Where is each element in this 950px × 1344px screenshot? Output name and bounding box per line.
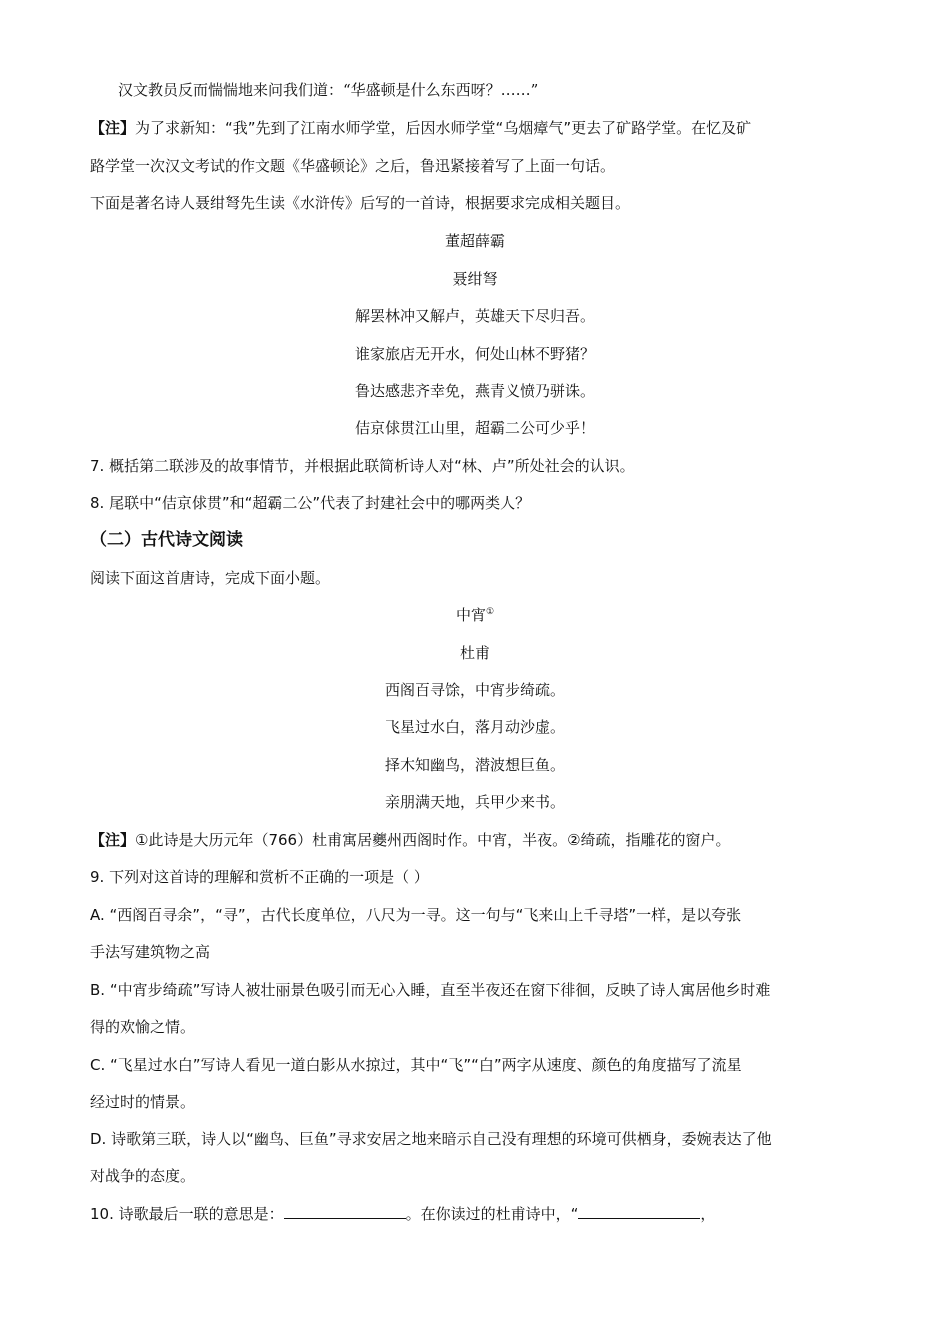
poem-1-title: 董超薛霸 [444, 232, 505, 250]
poem-1-author: 聂绀弩 [452, 270, 498, 288]
question-10-part-1: 10. 诗歌最后一联的意思是： [90, 1205, 284, 1223]
poem-2-line: 飞星过水白，落月动沙虚。 [384, 718, 565, 736]
answer-blank-2[interactable] [578, 1204, 700, 1219]
section-2-intro: 阅读下面这首唐诗，完成下面小题。 [90, 569, 331, 587]
question-9-option-d: D. 诗歌第三联，诗人以“幽鸟、巨鱼”寻求安居之地来暗示自己没有理想的环境可供栖身，委婉表达了他 [90, 1130, 772, 1148]
question-10-part-3: ， [700, 1205, 716, 1223]
question-9-stem: 9. 下列对这首诗的理解和赏析不正确的一项是（ ） [90, 868, 429, 886]
poem-1-line: 佶京俅贯江山里，超霸二公可少乎！ [354, 419, 595, 437]
poem-2-title [0, 605, 950, 625]
question-10 [90, 1204, 715, 1224]
poem-1-line: 鲁达感悲齐幸免，燕青义愤乃骈诛。 [354, 382, 595, 400]
question-9-option-d-cont: 对战争的态度。 [90, 1167, 196, 1185]
poem-2-title-mark: ① [485, 607, 495, 617]
question-9-option-c-cont: 经过时的情景。 [90, 1093, 196, 1111]
note-1-line-1 [90, 118, 751, 138]
poem-2-line: 择木知幽鸟，潜波想巨鱼。 [384, 756, 565, 774]
answer-blank-1[interactable] [284, 1204, 406, 1219]
intro-quote: 汉文教员反而惴惴地来问我们道：“华盛顿是什么东西呀？……” [118, 81, 539, 99]
poem-2-author: 杜甫 [459, 644, 490, 662]
question-9-option-a-cont: 手法写建筑物之高 [90, 943, 211, 961]
note-2 [90, 830, 731, 850]
poem-2-line: 西阁百寻馀，中宵步绮疏。 [384, 681, 565, 699]
question-9-option-b: B. “中宵步绮疏”写诗人被壮丽景色吸引而无心入睡，直至半夜还在窗下徘徊，反映了诗人寓居他乡时难 [90, 981, 771, 999]
poem-1-line: 谁家旅店无开水，何处山林不野猪？ [354, 345, 595, 363]
question-9-option-b-cont: 得的欢愉之情。 [90, 1018, 196, 1036]
question-9-option-a: A. “西阁百寻余”，“寻”，古代长度单位，八尺为一寻。这一句与“飞来山上千寻塔”一样，是以夸张 [90, 906, 742, 924]
note-2-tag: 【注】 [90, 831, 136, 849]
note-1-tag: 【注】 [90, 119, 136, 137]
poem-2-line: 亲朋满天地，兵甲少来书。 [384, 793, 565, 811]
poem-1-line: 解罢林冲又解卢，英雄天下尽归吾。 [354, 307, 595, 325]
poem-1-intro: 下面是著名诗人聂绀弩先生读《水浒传》后写的一首诗，根据要求完成相关题目。 [90, 194, 631, 212]
poem-2-title-text: 中宵 [455, 606, 486, 624]
question-7: 7. 概括第二联涉及的故事情节，并根据此联简析诗人对“林、卢”所处社会的认识。 [90, 457, 635, 475]
note-1-line-2: 路学堂一次汉文考试的作文题《华盛顿论》之后，鲁迅紧接着写了上面一句话。 [90, 157, 616, 175]
question-10-part-2: 。在你读过的杜甫诗中，“ [405, 1205, 579, 1223]
note-2-text: ①此诗是大历元年（766）杜甫寓居夔州西阁时作。中宵，半夜。②绮疏，指雕花的窗户。 [135, 831, 731, 849]
note-1-text: 为了求新知：“我”先到了江南水师学堂，后因水师学堂“乌烟瘴气”更去了矿路学堂。在忆及矿 [135, 119, 752, 137]
question-8: 8. 尾联中“佶京俅贯”和“超霸二公”代表了封建社会中的哪两类人？ [90, 494, 531, 512]
question-9-option-c: C. “飞星过水白”写诗人看见一道白影从水掠过，其中“飞”“白”两字从速度、颜色的角度描写了流星 [90, 1056, 742, 1074]
section-2-heading: （二）古代诗文阅读 [90, 530, 243, 550]
